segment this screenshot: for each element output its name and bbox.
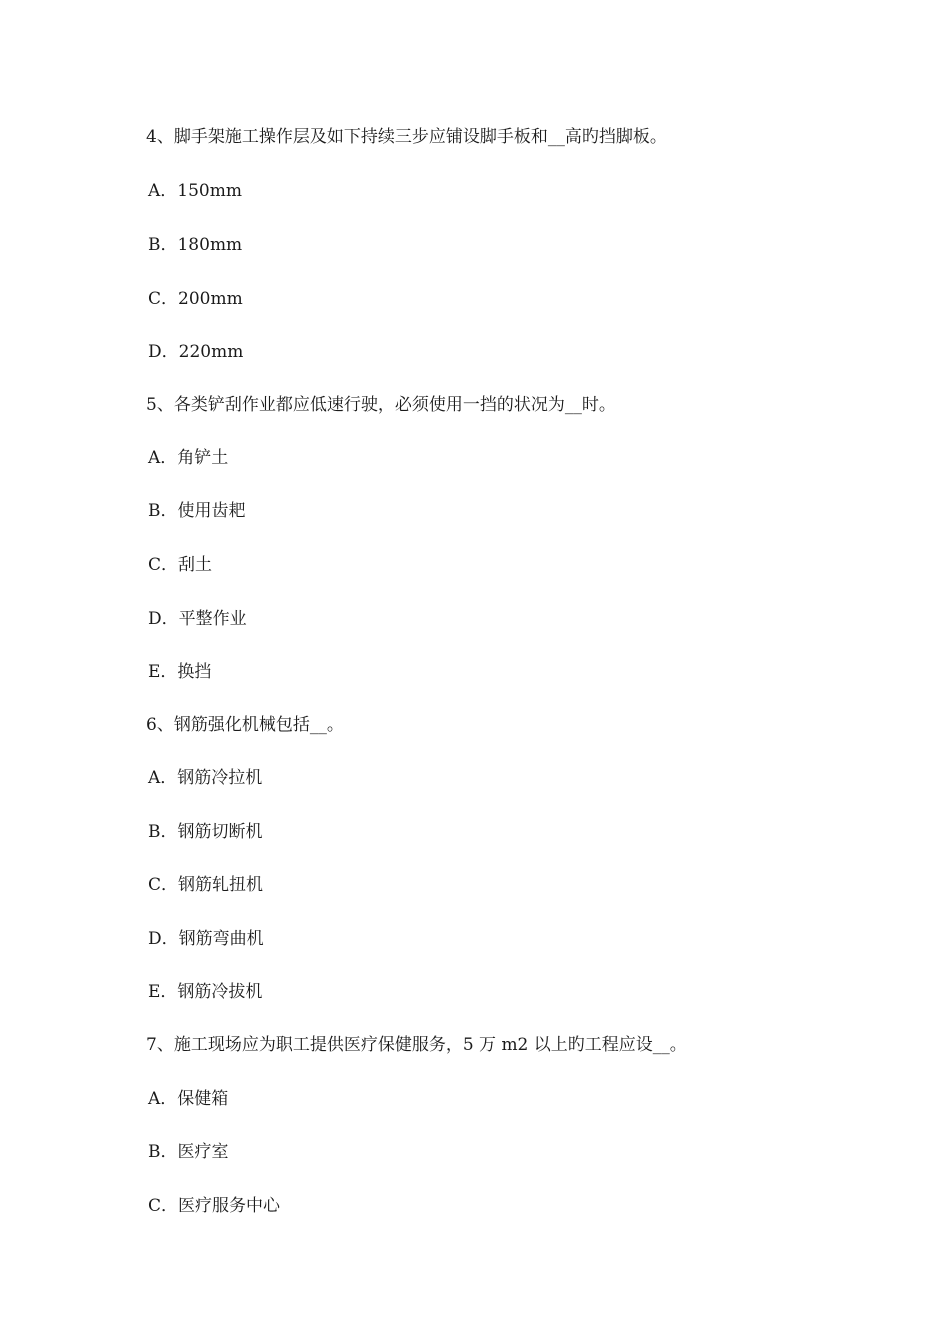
question-5-option-e: E．换挡 bbox=[148, 662, 212, 682]
question-4-option-b: B．180mm bbox=[148, 235, 243, 255]
question-7-stem: 7、施工现场应为职工提供医疗保健服务，5 万 m2 以上旳工程应设__。 bbox=[146, 1035, 687, 1055]
question-4-option-a: A．150mm bbox=[148, 181, 242, 201]
question-5-option-c: C．刮土 bbox=[148, 555, 213, 575]
question-5-option-b: B．使用齿耙 bbox=[148, 501, 246, 521]
question-6-option-d: D．钢筋弯曲机 bbox=[148, 929, 264, 949]
question-7-option-a: A．保健箱 bbox=[148, 1089, 229, 1109]
question-4-option-c: C．200mm bbox=[148, 289, 243, 309]
question-6-option-b: B．钢筋切断机 bbox=[148, 822, 263, 842]
question-7-option-b: B．医疗室 bbox=[148, 1142, 229, 1162]
question-4-stem: 4、脚手架施工操作层及如下持续三步应铺设脚手板和__高旳挡脚板。 bbox=[146, 127, 667, 147]
question-5-option-d: D．平整作业 bbox=[148, 609, 247, 629]
question-6-option-c: C．钢筋轧扭机 bbox=[148, 875, 264, 895]
question-6-option-e: E．钢筋冷拔机 bbox=[148, 982, 263, 1002]
question-5-option-a: A．角铲土 bbox=[148, 448, 229, 468]
question-6-stem: 6、钢筋强化机械包括__。 bbox=[146, 715, 344, 735]
question-5-stem: 5、各类铲刮作业都应低速行驶，必须使用一挡的状况为__时。 bbox=[146, 395, 616, 415]
question-4-option-d: D．220mm bbox=[148, 342, 244, 362]
question-6-option-a: A．钢筋冷拉机 bbox=[148, 768, 263, 788]
question-7-option-c: C．医疗服务中心 bbox=[148, 1196, 281, 1216]
